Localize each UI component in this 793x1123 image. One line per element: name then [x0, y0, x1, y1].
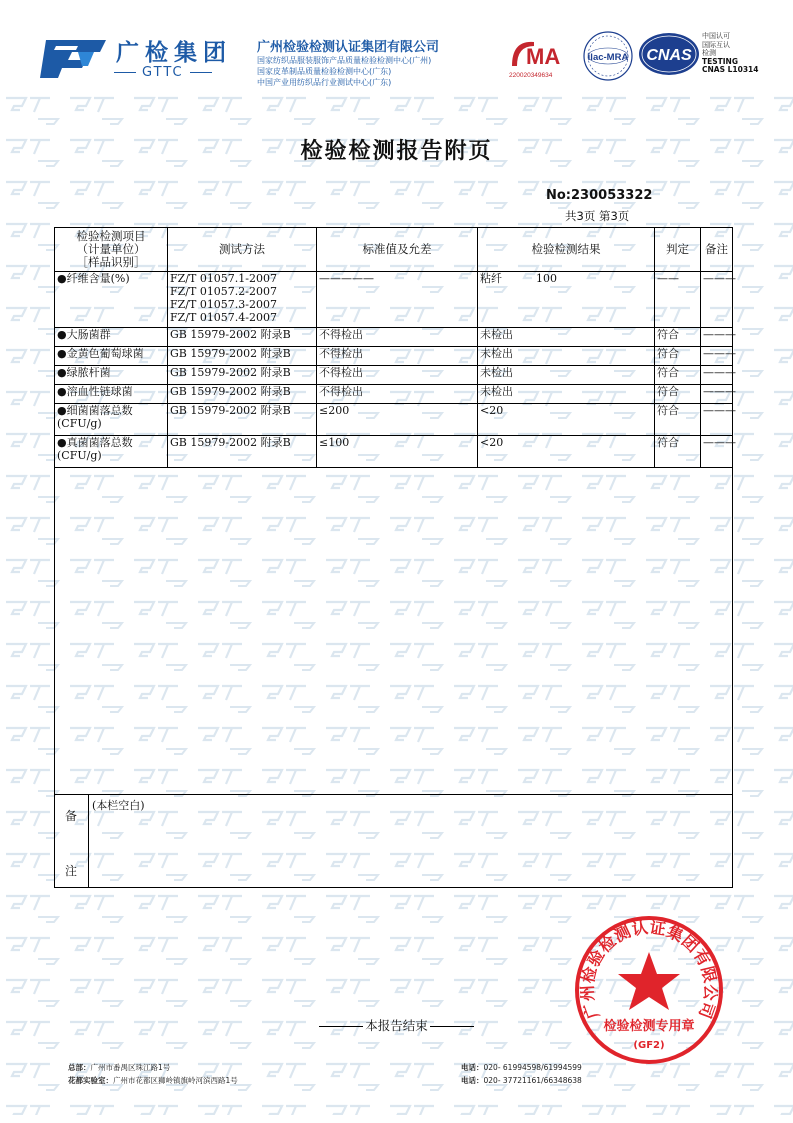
svg-text:ilac-MRA: ilac-MRA: [587, 52, 629, 63]
cell-item: ●纤维含量(%): [55, 272, 168, 328]
header-item: 检验检测项目 （计量单位） ［样品识别］: [55, 228, 168, 272]
cell-result: 粘纤 100: [478, 272, 655, 328]
header-method: 测试方法: [168, 228, 317, 272]
cell-judgement: 符合: [655, 366, 701, 385]
cell-item: ●绿脓杆菌: [55, 366, 168, 385]
cell-standard: 不得检出: [317, 347, 478, 366]
svg-text:MA: MA: [526, 44, 561, 69]
header-result: 检验检测结果: [478, 228, 655, 272]
cell-method: GB 15979-2002 附录B: [168, 328, 317, 347]
cnas-caption: 中国认可 国际互认 检测 TESTING CNAS L10314: [702, 32, 759, 74]
svg-text:CNAS: CNAS: [646, 47, 692, 64]
table-row: [55, 347, 733, 366]
cell-judgement: 符合: [655, 347, 701, 366]
cell-method: FZ/T 01057.1-2007 FZ/T 01057.2-2007 FZ/T 01057.3-2007 FZ/T 01057.4-2007: [168, 272, 317, 328]
report-number: No:230053322: [546, 188, 653, 203]
ilac-mra-mark-icon: [582, 30, 634, 82]
cell-result: 未检出: [478, 385, 655, 404]
cell-remark: ———: [701, 385, 733, 404]
cell-item: ●溶血性链球菌: [55, 385, 168, 404]
report-end: 本报告结束: [0, 1016, 793, 1034]
org-sub-1: 国家纺织品服装服饰产品质量检验检测中心(广州): [257, 56, 432, 65]
table-row: [55, 328, 733, 347]
cell-result: 未检出: [478, 347, 655, 366]
cell-standard: 不得检出: [317, 385, 478, 404]
cell-item: ●大肠菌群: [55, 328, 168, 347]
cell-result: 未检出: [478, 328, 655, 347]
remark-section: [55, 794, 732, 888]
cell-judgement: ——: [655, 272, 701, 328]
cell-method: GB 15979-2002 附录B: [168, 366, 317, 385]
cell-remark: ———: [701, 404, 733, 436]
org-name: 广州检验检测认证集团有限公司: [257, 40, 440, 55]
brand-name-cn: 广检集团: [116, 40, 232, 66]
cnas-mark-icon: [638, 32, 700, 76]
cell-standard: ≤100: [317, 436, 478, 468]
cell-method: GB 15979-2002 附录B: [168, 404, 317, 436]
cell-standard: ≤200: [317, 404, 478, 436]
page-counter: 共3页 第3页: [565, 209, 630, 223]
org-block: [257, 36, 439, 88]
header-remark: 备注: [701, 228, 733, 272]
cell-result: 未检出: [478, 366, 655, 385]
cell-item: ●金黄色葡萄球菌: [55, 347, 168, 366]
org-sub-3: 中国产业用纺织品行业测试中心(广东): [257, 78, 392, 87]
cell-item: ●真菌菌落总数 (CFU/g): [55, 436, 168, 468]
table-row: [55, 404, 733, 436]
table-row: [55, 436, 733, 468]
footer-address: 总部：广州市番禺区珠江路1号 花都实验室：广州市花都区狮岭镇旗岭河滨西路1号: [68, 1063, 238, 1085]
svg-text:(GF2): (GF2): [633, 1040, 665, 1051]
remark-label: 备 注: [55, 795, 89, 888]
brand-name-en: GTTC: [114, 65, 212, 80]
official-seal-icon: [573, 914, 725, 1066]
remark-text: (本栏空白): [92, 799, 145, 812]
table-row: [55, 366, 733, 385]
cell-remark: ———: [701, 328, 733, 347]
cell-method: GB 15979-2002 附录B: [168, 347, 317, 366]
cell-judgement: 符合: [655, 328, 701, 347]
cell-remark: ———: [701, 366, 733, 385]
cell-remark: ———: [701, 272, 733, 328]
svg-text:220020349634: 220020349634: [509, 72, 553, 79]
org-sub-2: 国家皮革制品质量检验检测中心(广东): [257, 67, 392, 76]
results-table-frame: [54, 227, 736, 888]
cell-remark: ———: [701, 436, 733, 468]
header-judgement: 判定: [655, 228, 701, 272]
cell-result: <20: [478, 404, 655, 436]
table-row: [55, 272, 733, 328]
cell-judgement: 符合: [655, 436, 701, 468]
cell-judgement: 符合: [655, 404, 701, 436]
table-header-row: [55, 228, 733, 272]
results-table: [54, 227, 736, 468]
gttc-logo-icon: [38, 38, 108, 80]
cell-method: GB 15979-2002 附录B: [168, 436, 317, 468]
cell-standard: —————: [317, 272, 478, 328]
svg-text:检验检测专用章: 检验检测专用章: [603, 1019, 695, 1034]
cell-standard: 不得检出: [317, 366, 478, 385]
svg-text:广州检验检测认证集团有限公司: 广州检验检测认证集团有限公司: [577, 917, 721, 1022]
cell-item: ●细菌菌落总数 (CFU/g): [55, 404, 168, 436]
page-title: 检验检测报告附页: [300, 139, 493, 164]
cell-result: <20: [478, 436, 655, 468]
cell-standard: 不得检出: [317, 328, 478, 347]
cell-judgement: 符合: [655, 385, 701, 404]
cma-mark-icon: [508, 36, 572, 80]
cell-remark: ———: [701, 347, 733, 366]
table-row: [55, 385, 733, 404]
footer-phone: 电话：020- 61994598/61994599 电话：020- 37721161/66348638: [461, 1063, 582, 1085]
cell-method: GB 15979-2002 附录B: [168, 385, 317, 404]
header-standard: 标准值及允差: [317, 228, 478, 272]
